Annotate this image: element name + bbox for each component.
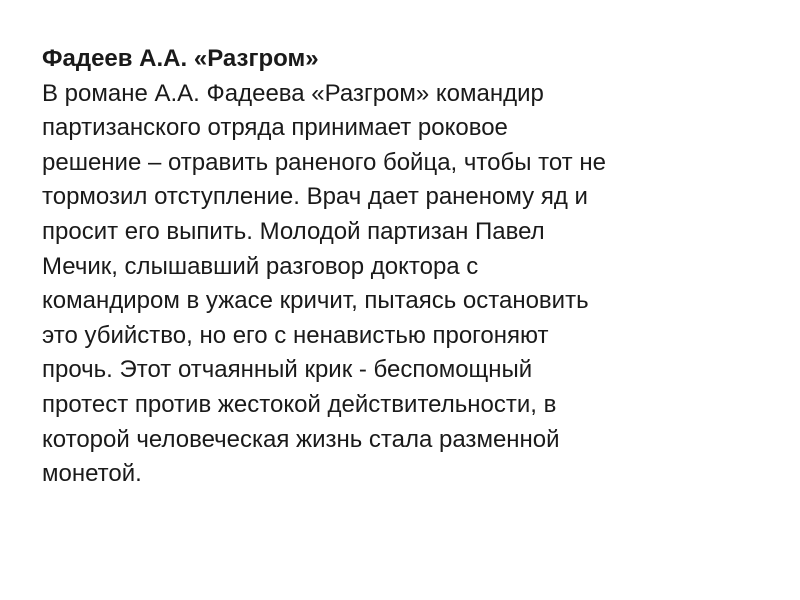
body-line: партизанского отряда принимает роковое [42, 114, 508, 142]
body-line: решение – отравить раненого бойца, чтобы тот не [42, 148, 606, 176]
body-line: прочь. Этот отчаянный крик - беспомощный [42, 356, 533, 384]
body-line: тормозил отступление. Врач дает раненому яд и [42, 183, 588, 211]
body-line: протест против жестокой действительности, в [42, 390, 557, 418]
body-line: которой человеческая жизнь стала разменной [42, 425, 560, 453]
body-line: В романе А.А. Фадеева «Разгром» командир [42, 79, 544, 107]
slide-heading: Фадеев А.А. «Разгром» [42, 45, 319, 72]
body-line: просит его выпить. Молодой партизан Павел [42, 217, 545, 245]
body-line: монетой. [42, 460, 142, 488]
body-line: это убийство, но его с ненавистью прогоняют [42, 321, 549, 349]
body-line: командиром в ужасе кричит, пытаясь остановить [42, 287, 589, 315]
text-block [42, 42, 772, 492]
body-line: Мечик, слышавший разговор доктора с [42, 252, 479, 280]
